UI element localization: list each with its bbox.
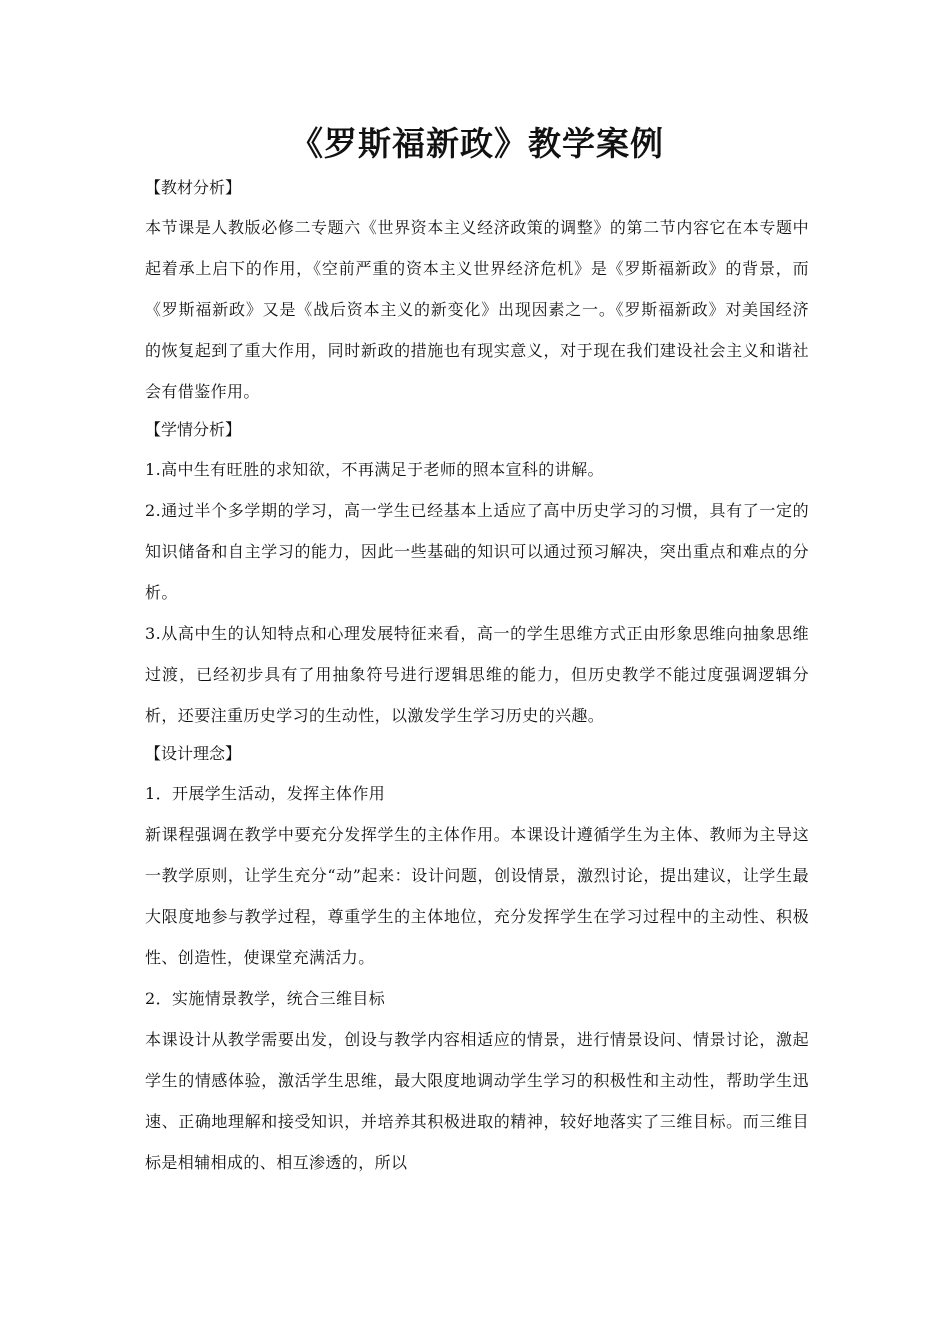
student-analysis-item-3: 3.从高中生的认知特点和心理发展特征来看，高一的学生思维方式正由形象思维向抽象思维过渡，已经初步具有了用抽象符号进行逻辑思维的能力，但历史教学不能过度强调逻辑分析，还要注重历史学习的生动性，以激发学生学习历史的兴趣。	[145, 624, 809, 725]
document-body	[145, 118, 809, 1183]
student-analysis-item-2: 2.通过半个多学期的学习，高一学生已经基本上适应了高中历史学习的习惯，具有了一定的知识储备和自主学习的能力，因此一些基础的知识可以通过预习解决，突出重点和难点的分析。	[145, 501, 809, 602]
design-concept-subheading-1: 1．开展学生活动，发挥主体作用	[145, 784, 386, 803]
section-heading-design-concept: 【设计理念】	[145, 744, 242, 763]
design-concept-paragraph-2: 本课设计从教学需要出发，创设与教学内容相适应的情景，进行情景设问、情景讨论，激起学生的情感体验，激活学生思维，最大限度地调动学生学习的积极性和主动性，帮助学生迅速、正确地理解和接受知识，并培养其积极进取的精神，较好地落实了三维目标。而三维目标是相辅相成的、相互渗透的，所以	[145, 1030, 809, 1172]
section-heading-student-analysis: 【学情分析】	[145, 420, 242, 439]
document-title: 《罗斯福新政》教学案例	[290, 124, 664, 163]
design-concept-paragraph-1: 新课程强调在教学中要充分发挥学生的主体作用。本课设计遵循学生为主体、教师为主导这一教学原则，让学生充分“动”起来：设计问题，创设情景，激烈讨论，提出建议，让学生最大限度地参与教学过程，尊重学生的主体地位，充分发挥学生在学习过程中的主动性、积极性、创造性，使课堂充满活力。	[145, 825, 809, 967]
student-analysis-item-1: 1.高中生有旺胜的求知欲，不再满足于老师的照本宣科的讲解。	[145, 460, 604, 479]
design-concept-subheading-2: 2．实施情景教学，统合三维目标	[145, 989, 386, 1008]
textbook-analysis-paragraph: 本节课是人教版必修二专题六《世界资本主义经济政策的调整》的第二节内容它在本专题中起着承上启下的作用，《空前严重的资本主义世界经济危机》是《罗斯福新政》的背景，而《罗斯福新政》又是《战后资本主义的新变化》出现因素之一。《罗斯福新政》对美国经济的恢复起到了重大作用，同时新政的措施也有现实意义，对于现在我们建设社会主义和谐社会有借鉴作用。	[145, 218, 809, 401]
section-heading-textbook-analysis: 【教材分析】	[145, 178, 242, 197]
